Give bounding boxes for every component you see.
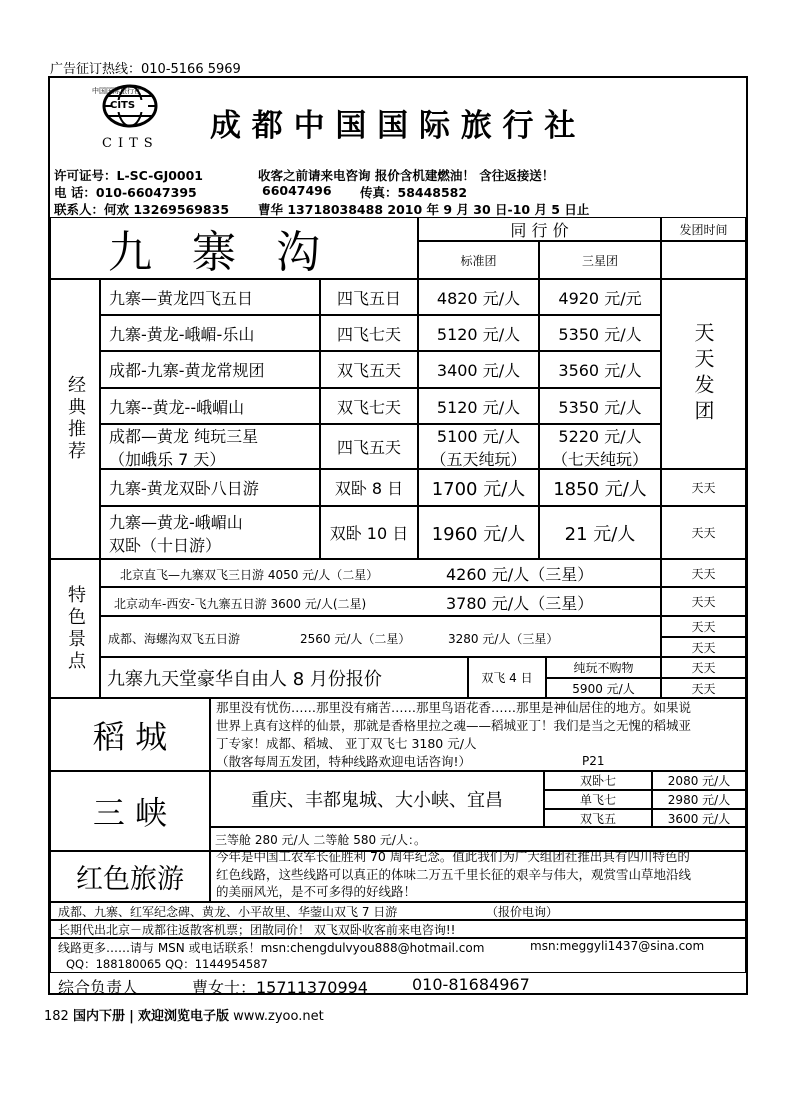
star-header: 三星团 [539,241,661,279]
mode-cell: 四飞七天 [320,315,418,351]
luxury-opt: 纯玩不购物 [546,657,661,678]
std-price-cell: 5120 元/人 [418,388,539,424]
manager-label: 综合负责人 [58,978,139,997]
depart-cell: 天天 [661,506,746,559]
daocheng-text: 那里没有忧伤……那里没有痛苦……那里鸟语花香……那里是神仙居住的地方。如果说 世界上真有这样的仙景，那就是香格里拉之魂——稻城亚丁！我们是当之无愧的稻城亚 丁专家！成都、稻城、 亚丁双飞七 3180 元/人 （散客每周五发团，特种线路欢迎电话咨询!） [216,700,692,769]
sanxia-cabin: 三等舱 280 元/人 二等舱 580 元/人：。 [210,827,746,851]
daocheng-title: 稻 城 [50,698,210,771]
sanxia-mode: 双卧七 [544,771,652,790]
sanxia-price: 2080 元/人 [652,771,746,790]
mode-cell: 双飞五天 [320,351,418,388]
std-price-cell: 4820 元/人 [418,279,539,315]
star-price-cell: 21 元/人 [539,506,661,559]
route-cell: 九寨-黄龙双卧八日游 [100,469,320,506]
red-title: 红色旅游 [50,851,210,902]
red-route-note: （报价电询） [486,905,559,919]
mode-cell: 双卧 10 日 [320,506,418,559]
ad-hotline: 广告征订热线：010-5166 5969 [50,62,241,77]
logo-caption: CITS [102,136,159,151]
special-label-cell [50,559,100,698]
contact: 联系人：何欢 13269569835 [54,202,230,217]
std-price-cell [418,424,539,469]
company-name: 成 都 中 国 国 际 旅 行 社 [210,108,576,144]
notice: 收客之前请来电咨询 报价含机建燃油！ 含往返接送！ [258,168,555,183]
msn-2: msn:meggyli1437@sina.com [530,939,705,953]
special-route: 成都、海螺沟双飞五日游 [108,632,241,646]
contact2: 曹华 13718038488 2010 年 9 月 30 日-10 月 5 日止 [258,202,590,217]
page-footer [44,1005,324,1024]
special-price: 2560 元/人（二星） [300,632,411,646]
footer-sep: | [129,1009,134,1024]
sanxia-mode: 单飞七 [544,790,652,809]
sanxia-route: 重庆、丰都鬼城、大小峡、宜昌 [210,771,544,827]
star-note: （七天纯玩） [551,449,648,469]
std-price-cell: 3400 元/人 [418,351,539,388]
depart-header: 发团时间 [661,217,746,241]
route-line: 成都—黄龙 纯玩三星 [109,426,259,446]
mode-cell: 四飞五天 [320,424,418,469]
sanxia-title: 三 峡 [50,771,210,851]
phone2: 66047496 [262,183,332,198]
depart-empty [661,241,746,279]
mode-cell: 四飞五日 [320,279,418,315]
luxury-mode: 双飞 4 日 [468,657,546,698]
page-ref: P21 [582,754,605,768]
star-price-cell: 5350 元/人 [539,388,661,424]
depart-cell: 天天 [661,469,746,506]
special-price: 3780 元/人（三星） [446,594,594,613]
manager-tel: 010-81684967 [412,975,530,994]
footer-url: www.zyoo.net [233,1009,324,1024]
special-price: 3280 元/人（三星） [448,632,559,646]
special-price: 4260 元/人（三星） [446,565,594,584]
route-cell [100,424,320,469]
daily-depart-cell [661,279,746,469]
red-route: 成都、九寨、红军纪念碑、黄龙、小平故里、华蓥山双飞 7 日游 [58,905,398,919]
phone: 电 话：010-66047395 [54,185,197,200]
red-text: 今年是中国工农军长征胜利 70 周年纪念。值此我们为广大组团社推出具有四川特色的 红色线路，这些线路可以真正的体味二万五千里长征的艰辛与伟大，观赏雪山草地沿线 的美丽风光，是不可多得的好线路！ [216,849,692,899]
route-line-2: （加峨乐 7 天） [109,449,226,469]
depart-cell: 天天 [661,587,746,616]
jiuzhai-title-cell [50,217,418,279]
star-price-cell [539,424,661,469]
mode-cell: 双卧 8 日 [320,469,418,506]
fax: 传真：58448582 [360,185,468,200]
msn-line: 线路更多……请与 MSN 或电话联系！msn:chengdulvyou888@hotmail.com [58,941,485,955]
sanxia-mode: 双飞五 [544,809,652,827]
route-cell: 成都-九寨-黄龙常规团 [100,351,320,388]
special-label: 特色景点 [65,584,86,673]
route-cell: 九寨--黄龙--峨嵋山 [100,388,320,424]
daily-depart-label: 天天发团 [691,322,715,426]
std-price-cell: 1960 元/人 [418,506,539,559]
std-header: 标准团 [418,241,539,279]
star-price-cell: 1850 元/人 [539,469,661,506]
special-route: 北京动车-西安-飞九寨五日游 3600 元/人(二星) [114,597,367,611]
classic-label-cell [50,279,100,559]
star-price-cell: 5350 元/人 [539,315,661,351]
price-header: 同 行 价 [418,217,661,241]
route-cell: 九寨—黄龙四飞五日 [100,279,320,315]
depart-cell: 天天 [661,559,746,587]
jiuzhai-title: 九寨沟 [108,227,360,278]
depart-cell: 天天 [661,657,746,678]
logo-en-text: CITS [110,100,136,111]
sanxia-price: 3600 元/人 [652,809,746,827]
route-line: 九寨—黄龙-峨嵋山 [109,512,243,532]
footer-slogan: 欢迎浏览电子版 [138,1009,230,1024]
star-price: 5220 元/人 [558,426,642,446]
luxury-title: 九寨九天堂豪华自由人 8 月份报价 [100,657,468,698]
depart-cell: 天天 [661,637,746,657]
footer-section: 国内下册 [72,1009,125,1024]
star-price-cell: 3560 元/人 [539,351,661,388]
std-price-cell: 5120 元/人 [418,315,539,351]
std-price: 5100 元/人 [436,426,521,446]
route-cell [100,506,320,559]
route-line-2: 双卧（十日游） [109,535,222,555]
ticket-note: 长期代出北京－成都往返散客机票；团散同价！ 双飞双卧收客前来电咨询!! [58,923,456,937]
depart-cell: 天天 [661,678,746,698]
logo-cn-text: 中国国际旅行社 [92,87,141,95]
star-price-cell: 4920 元/元 [539,279,661,315]
luxury-price: 5900 元/人 [546,678,661,698]
license-no: 许可证号：L-SC-GJ0001 [54,168,204,183]
qq-line: QQ：188180065 QQ：1144954587 [66,957,268,971]
classic-label: 经典推荐 [65,375,86,463]
special-route: 北京直飞—九寨双飞三日游 4050 元/人（二星） [120,568,379,582]
std-price-cell: 1700 元/人 [418,469,539,506]
std-note: （五天纯玩） [430,449,527,469]
sanxia-price: 2980 元/人 [652,790,746,809]
depart-cell: 天天 [661,616,746,637]
page-number: 182 [44,1009,69,1024]
route-cell: 九寨-黄龙-峨嵋-乐山 [100,315,320,351]
manager-name: 曹女士：15711370994 [192,978,368,997]
mode-cell: 双飞七天 [320,388,418,424]
